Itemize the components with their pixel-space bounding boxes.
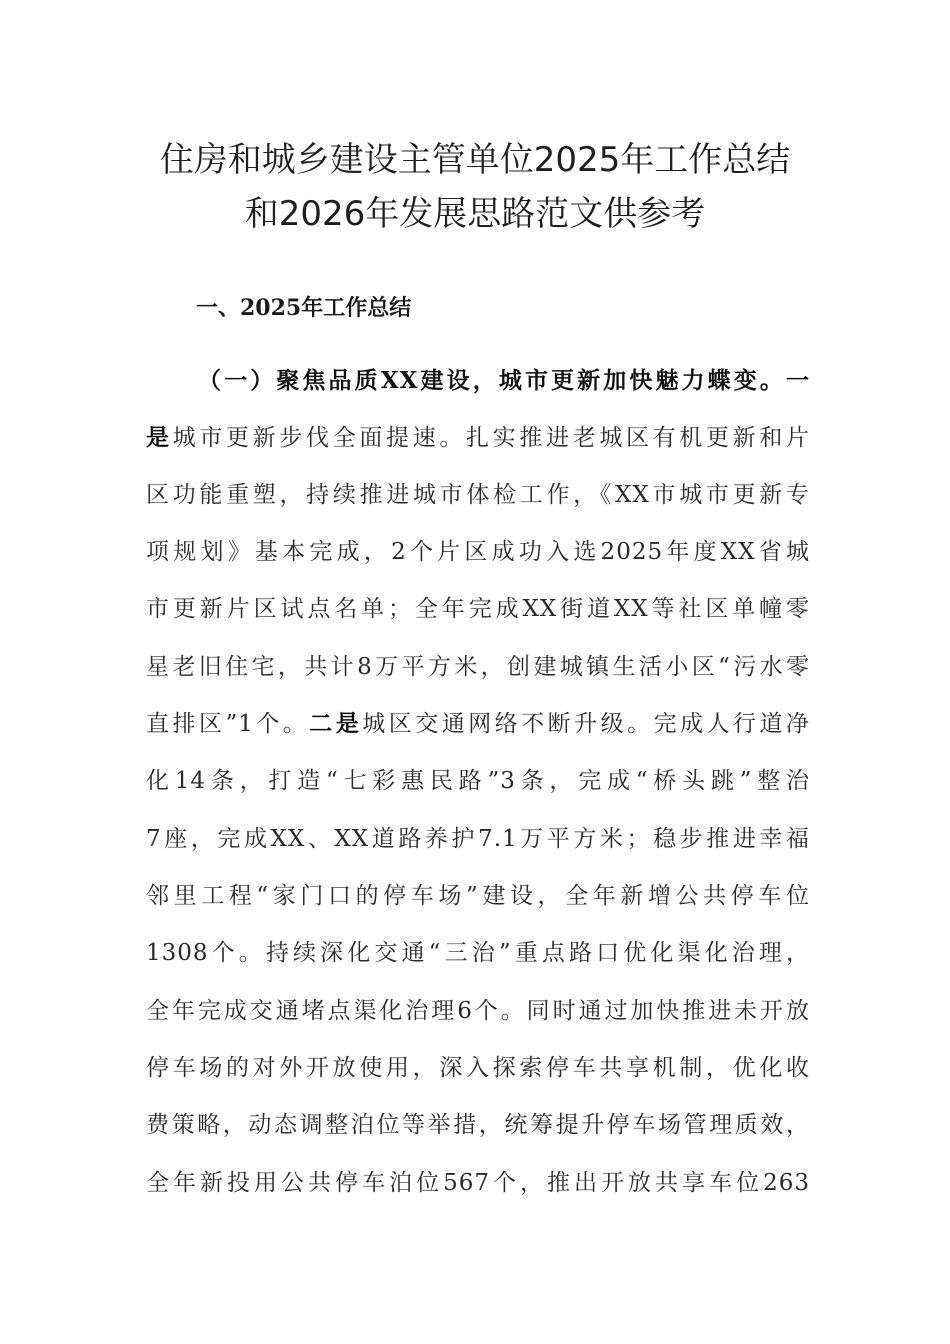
text-run: 7座，完成XX、XX道路养护7.1万平方米；稳步推进幸福 — [146, 826, 810, 852]
text-run: 全年完成交通堵点渠化治理6个。同时通过加快推进未开放 — [146, 998, 810, 1024]
text-run: 直排区”1个。 — [146, 711, 310, 737]
paragraph-line — [146, 419, 810, 452]
text-run: 费策略，动态调整泊位等举措，统筹提升停车场管理质效， — [146, 1112, 810, 1138]
paragraph-line — [146, 762, 810, 795]
paragraph-line — [146, 877, 810, 910]
section-heading: 一、2025年工作总结 — [196, 295, 412, 321]
paragraph-line — [146, 648, 810, 681]
document-title-line-1: 住房和城乡建设主管单位2025年工作总结 — [159, 140, 791, 180]
paragraph-line — [146, 1164, 810, 1197]
text-run: 项规划》基本完成，2个片区成功入选2025年度XX省城 — [146, 539, 810, 565]
paragraph-line — [146, 590, 810, 623]
document-title-line-2: 和2026年发展思路范文供参考 — [244, 194, 706, 234]
paragraph-line — [198, 362, 810, 395]
text-run: 邻里工程“家门口的停车场”建设，全年新增公共停车位 — [146, 883, 810, 909]
text-run: 1308个。持续深化交通“三治”重点路口优化渠化治理， — [146, 940, 810, 966]
text-run: 全年新投用公共停车泊位567个，推出开放共享车位263 — [146, 1170, 810, 1196]
text-run: 城区交通网络不断升级。完成人行道净 — [362, 711, 810, 737]
paragraph-line — [146, 1049, 810, 1082]
paragraph-line — [146, 705, 810, 738]
bold-run: （一）聚焦品质XX建设，城市更新加快魅力蝶变。一 — [198, 367, 810, 394]
paragraph-line — [146, 934, 810, 967]
paragraph-line — [146, 1106, 810, 1139]
bold-run: 二是 — [309, 710, 363, 737]
text-run: 化14条，打造“七彩惠民路”3条，完成“桥头跳”整治 — [146, 768, 810, 794]
paragraph-line — [146, 820, 810, 853]
text-run: 区功能重塑，持续推进城市体检工作，《XX市城市更新专 — [146, 482, 810, 508]
bold-run: 是 — [146, 424, 173, 451]
text-run: 城市更新步伐全面提速。扎实推进老城区有机更新和片 — [172, 425, 811, 451]
paragraph-line — [146, 992, 810, 1025]
text-run: 星老旧住宅，共计8万平方米，创建城镇生活小区“污水零 — [146, 654, 810, 680]
paragraph-line — [146, 476, 810, 509]
paragraph-line — [146, 533, 810, 566]
text-run: 停车场的对外开放使用，深入探索停车共享机制，优化收 — [146, 1055, 810, 1081]
text-run: 市更新片区试点名单；全年完成XX街道XX等社区单幢零 — [146, 596, 810, 622]
